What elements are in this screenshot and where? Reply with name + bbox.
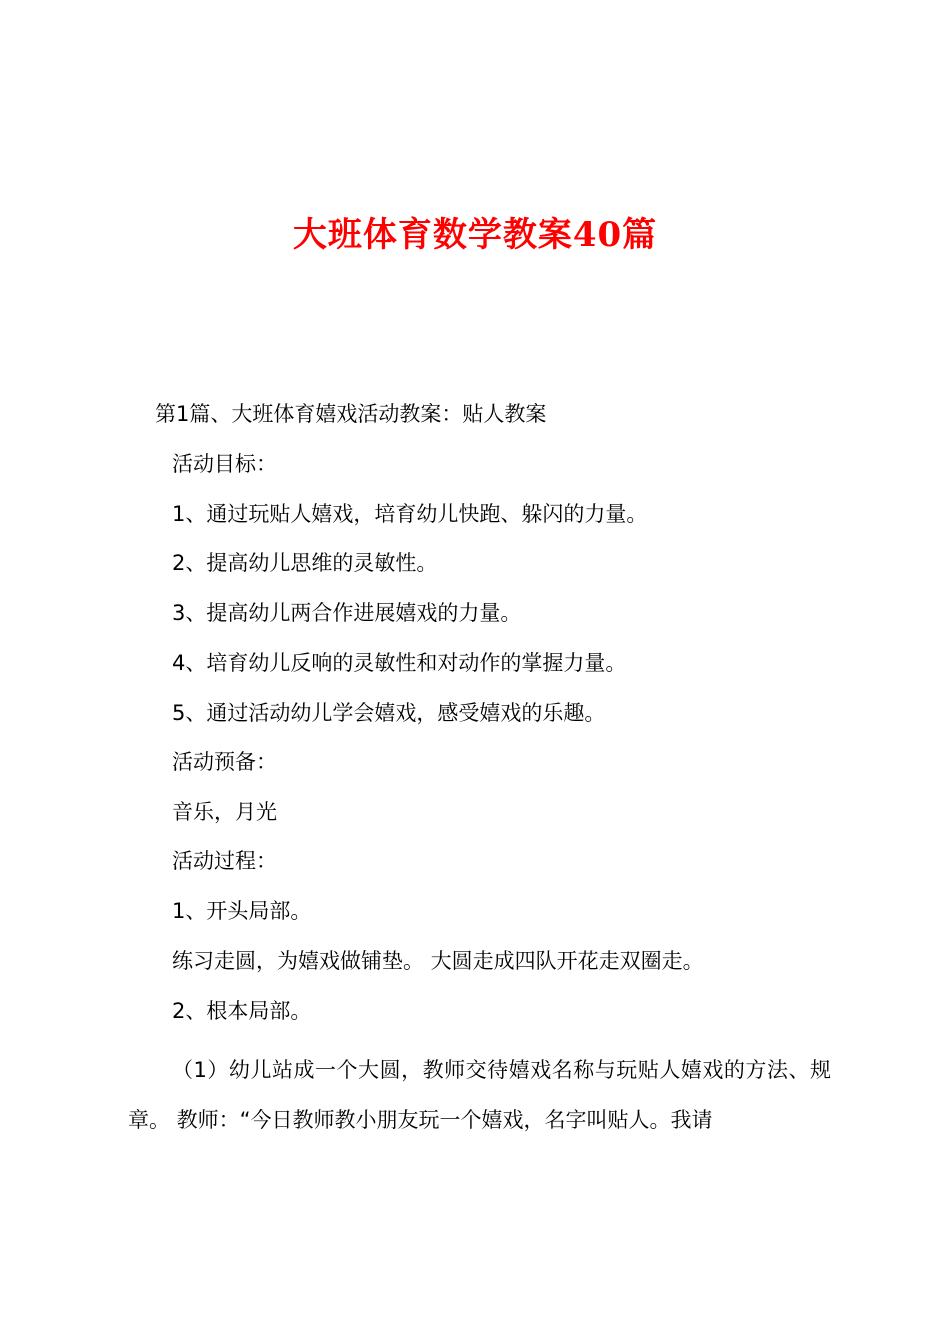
text-line: 音乐，月光 (172, 800, 277, 824)
text-line: 1、开头局部。 (172, 899, 312, 923)
text-line: 活动预备： (172, 750, 277, 774)
chapter-heading: 第1篇、大班体育嬉戏活动教案：贴人教案 (155, 402, 547, 426)
text-line: 2、根本局部。 (172, 999, 312, 1023)
text-line: 3、提高幼儿两合作进展嬉戏的力量。 (172, 601, 522, 625)
text-line: 练习走圆，为嬉戏做铺垫。 大圆走成四队开花走双圈走。 (172, 949, 704, 973)
text-line: 活动过程： (172, 849, 277, 873)
document-title: 大班体育数学教案40篇 (292, 215, 658, 255)
text-line: 活动目标： (172, 452, 277, 476)
text-line: 1、通过玩贴人嬉戏，培育幼儿快跑、躲闪的力量。 (172, 502, 648, 526)
text-line: 2、提高幼儿思维的灵敏性。 (172, 551, 438, 575)
body-paragraph: （1）幼儿站成一个大圆，教师交待嬉戏名称与玩贴人嬉戏的方法、规章。 教师：“今日教师教小朋友玩一个嬉戏，名字叫贴人。我请 (128, 1058, 831, 1132)
text-line: 5、通过活动幼儿学会嬉戏，感受嬉戏的乐趣。 (172, 701, 606, 725)
text-line: 4、培育幼儿反响的灵敏性和对动作的掌握力量。 (172, 651, 627, 675)
